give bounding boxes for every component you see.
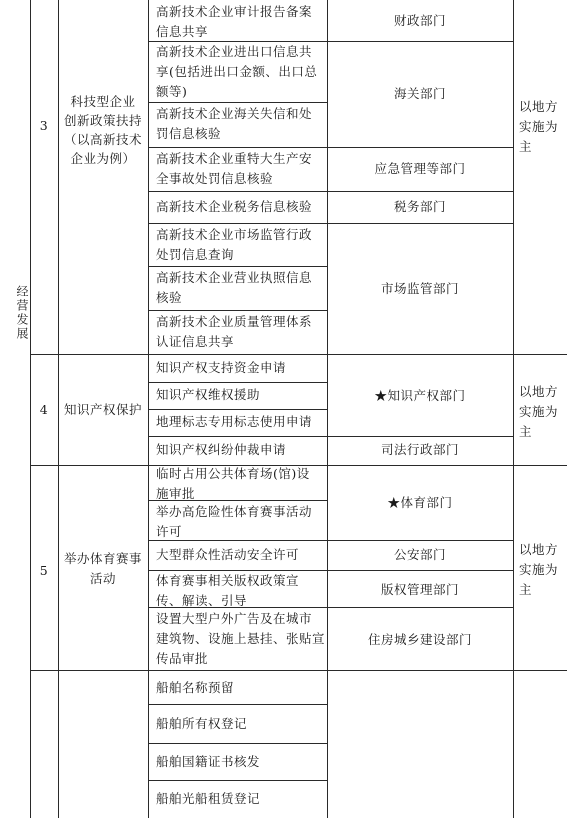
service-item: 高新技术企业进出口信息共 享(包括进出口金额、出口总 额等) — [156, 44, 318, 99]
implementation-note: 以地方 实施为 主 — [519, 384, 559, 439]
service-item: 高新技术企业营业执照信息 核验 — [156, 270, 313, 305]
group-number: 4 — [39, 402, 49, 417]
service-item: 举办高危险性体育赛事活动 许可 — [156, 504, 313, 539]
service-item: 知识产权支持资金申请 — [156, 360, 287, 375]
service-item: 高新技术企业税务信息核验 — [156, 199, 313, 214]
department: 海关部门 — [393, 86, 446, 101]
service-item: 高新技术企业海关失信和处 罚信息核验 — [156, 106, 313, 141]
department: 财政部门 — [393, 13, 446, 28]
service-item: 知识产权纠纷仲裁申请 — [156, 442, 287, 457]
group-name: 知识产权保护 — [63, 402, 142, 417]
service-item: 船舶国籍证书核发 — [156, 754, 261, 769]
service-item: 临时占用公共体育场(馆)设 施审批 — [156, 466, 310, 501]
service-item: 船舶光船租赁登记 — [156, 791, 261, 806]
department: ★体育部门 — [387, 495, 453, 510]
service-item: 高新技术企业质量管理体系 认证信息共享 — [156, 314, 313, 349]
department: 税务部门 — [393, 199, 446, 214]
department: ★知识产权部门 — [374, 388, 466, 403]
department: 应急管理等部门 — [374, 161, 466, 176]
service-item: 船舶所有权登记 — [156, 716, 248, 731]
group-name: 科技型企业 创新政策扶持 （以高新技术 企业为例） — [63, 94, 142, 166]
service-item: 知识产权维权援助 — [156, 387, 261, 402]
category-label: 经营发展 — [15, 285, 29, 341]
service-item: 设置大型户外广告及在城市 建筑物、设施上悬挂、张贴宣 传品审批 — [156, 611, 326, 666]
service-item: 高新技术企业重特大生产安 全事故处罚信息核验 — [156, 151, 313, 186]
service-item: 高新技术企业市场监管行政 处罚信息查询 — [156, 227, 313, 262]
implementation-note: 以地方 实施为 主 — [519, 542, 559, 597]
department: 市场监管部门 — [380, 281, 459, 296]
service-item: 地理标志专用标志使用申请 — [156, 414, 313, 429]
department: 公安部门 — [393, 547, 446, 562]
department: 司法行政部门 — [380, 442, 459, 457]
department: 住房城乡建设部门 — [367, 632, 472, 647]
service-item: 大型群众性活动安全许可 — [156, 547, 300, 562]
service-item: 船舶名称预留 — [156, 680, 235, 695]
service-item: 体育赛事相关版权政策宣 传、解读、引导 — [156, 573, 300, 608]
implementation-note: 以地方 实施为 主 — [519, 99, 559, 154]
service-item: 高新技术企业审计报告备案 信息共享 — [156, 4, 313, 39]
group-number: 5 — [39, 563, 49, 578]
group-name: 举办体育赛事 活动 — [63, 551, 142, 586]
group-number: 3 — [39, 118, 49, 133]
department: 版权管理部门 — [380, 582, 459, 597]
